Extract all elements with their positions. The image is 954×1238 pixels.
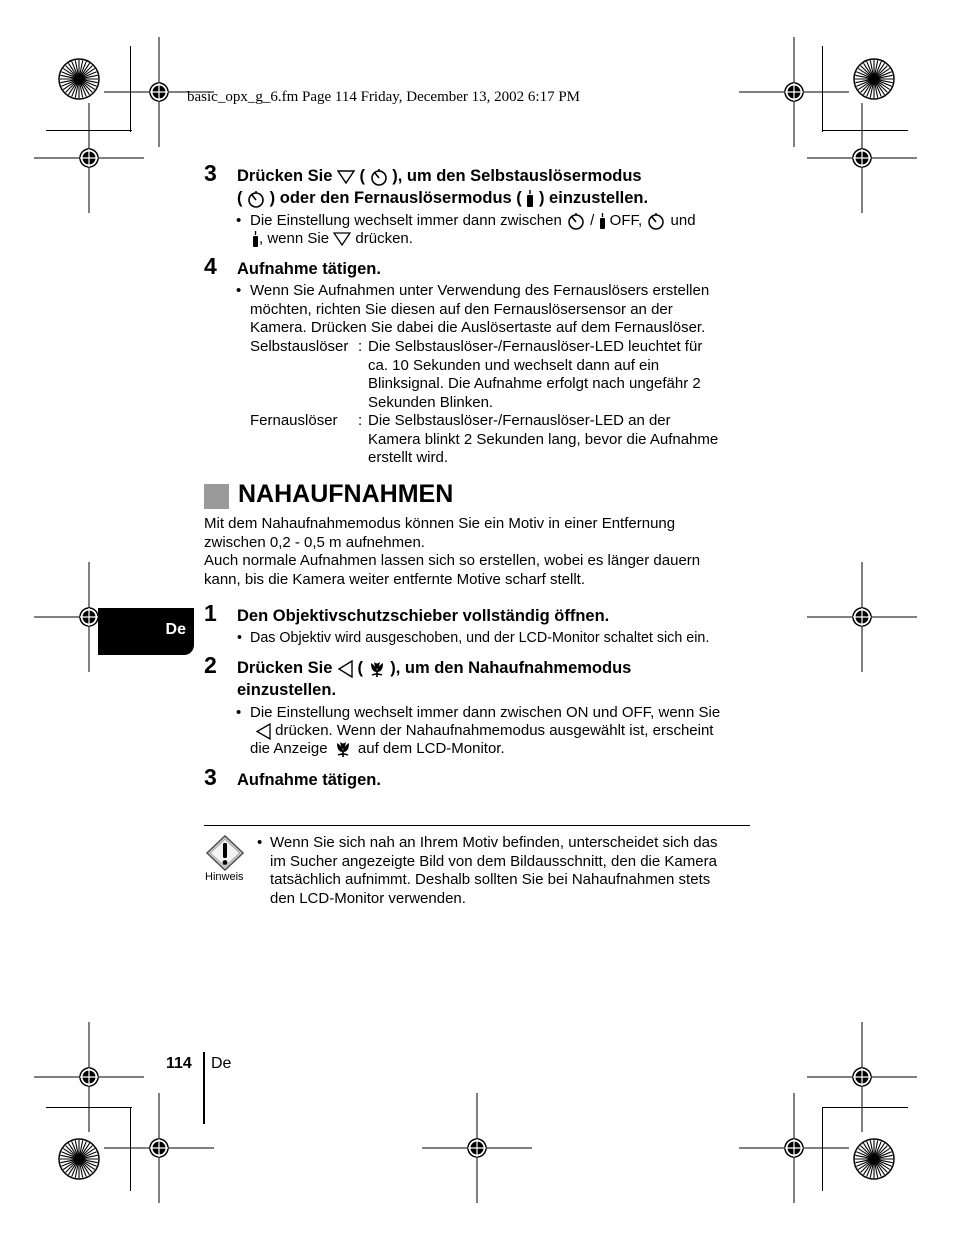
selbstausloeser-desc-line: ca. 10 Sekunden und wechselt dann auf ein [368,356,660,374]
selbstausloeser-desc-line: Blinksignal. Die Aufnahme erfolgt nach ungefähr 2 [368,375,701,393]
macro-flower-icon [332,740,354,758]
section-intro-line: Mit dem Nahaufnahmemodus können Sie ein Motiv in einer Entfernung [204,515,676,532]
step-number: 1 [204,600,217,626]
section-intro-line: kann, bis die Kamera weiter entfernte Motive scharf stellt. [204,570,586,588]
note-divider [204,825,750,826]
arrow-left-icon [255,723,271,740]
footer-language: De [211,1055,232,1072]
step-4-bullet-line: Wenn Sie Aufnahmen unter Verwendung des Fernauslösers erstellen [250,282,710,299]
arrow-left-icon [337,660,353,678]
note-text-line: den LCD-Monitor verwenden. [270,889,466,907]
note-text-line: tatsächlich aufnimmt. Deshalb sollten Sie bei Nahaufnahmen stets [270,871,711,889]
section-marker-square [204,484,229,509]
section-step-2-bullet-line: drücken. Wenn der Nahaufnahmemodus ausgewählt ist, erscheint [255,722,713,741]
fernausloeser-desc-line: Kamera blinkt 2 Sekunden lang, bevor die Aufnahme [368,430,719,448]
section-step-1-heading: Den Objektivschutzschieber vollständig öffnen. [237,607,610,625]
section-step-1-bullet: Das Objektiv wird ausgeschoben, und der LCD-Monitor schaltet sich ein. [250,630,710,646]
remote-control-icon [252,231,259,248]
step-3-heading-line2: ( ) oder den Fernauslösermodus ( ) einzustellen. [237,189,649,207]
step-number: 4 [204,253,217,279]
section-step-3-heading: Aufnahme tätigen. [237,771,381,789]
step-number: 3 [204,764,217,790]
arrow-down-icon [333,232,351,246]
selbstausloeser-label: Selbstauslöser [250,338,349,355]
self-timer-icon [247,190,265,208]
section-step-2-bullet-line: die Anzeige auf dem LCD-Monitor. [250,740,505,757]
step-3-heading-line1: Drücken Sie ( ), um den Selbstauslösermodus [237,167,642,185]
fernausloeser-desc-line: erstellt wird. [368,449,449,467]
section-step-2-bullet-line: Die Einstellung wechselt immer dann zwischen ON und OFF, wenn Sie [250,704,721,721]
self-timer-icon [370,168,388,186]
self-timer-icon [646,212,666,230]
warning-icon [205,834,245,872]
step-4-bullet-line: Kamera. Drücken Sie dabei die Auslösertaste auf dem Fernauslöser. [250,319,706,337]
step-number: 2 [204,652,217,678]
language-tab: De [98,608,194,655]
step-4-heading: Aufnahme tätigen. [237,260,381,278]
section-intro-line: Auch normale Aufnahmen lassen sich so erstellen, wobei es länger dauern [204,552,701,570]
step-3-bullet-line1: Die Einstellung wechselt immer dann zwischen / OFF, und [250,212,696,229]
file-header: basic_opx_g_6.fm Page 114 Friday, December 13, 2002 6:17 PM [187,89,580,105]
note-text-line: Wenn Sie sich nah an Ihrem Motiv befinden, unterscheidet sich das [270,834,718,851]
selbstausloeser-desc-line: Die Selbstauslöser-/Fernauslöser-LED leuchtet für [368,338,703,355]
macro-flower-icon [368,660,386,678]
section-step-2-heading-line2: einzustellen. [237,681,337,699]
note-label: Hinweis [205,871,244,883]
step-3-bullet-line2: , wenn Sie drücken. [252,230,413,249]
section-title: NAHAUFNAHMEN [238,480,454,508]
note-text-line: im Sucher angezeigte Bild von dem Bildausschnitt, den die Kamera [270,852,717,870]
step-4-bullet-line: möchten, richten Sie diesen auf den Fernauslösersensor an der [250,300,673,318]
section-intro-line: zwischen 0,2 - 0,5 m aufnehmen. [204,533,425,551]
step-number: 3 [204,160,217,186]
arrow-down-icon [337,170,355,184]
footer-divider [203,1052,205,1124]
self-timer-icon [566,212,586,230]
remote-control-icon [599,213,606,230]
fernausloeser-desc-line: Die Selbstauslöser-/Fernauslöser-LED an der [368,412,671,429]
fernausloeser-label: Fernauslöser [250,412,338,429]
selbstausloeser-desc-line: Sekunden Blinken. [368,393,494,411]
page-number: 114 [166,1055,192,1072]
section-step-2-heading-line1: Drücken Sie ( ), um den Nahaufnahmemodus [237,659,632,677]
